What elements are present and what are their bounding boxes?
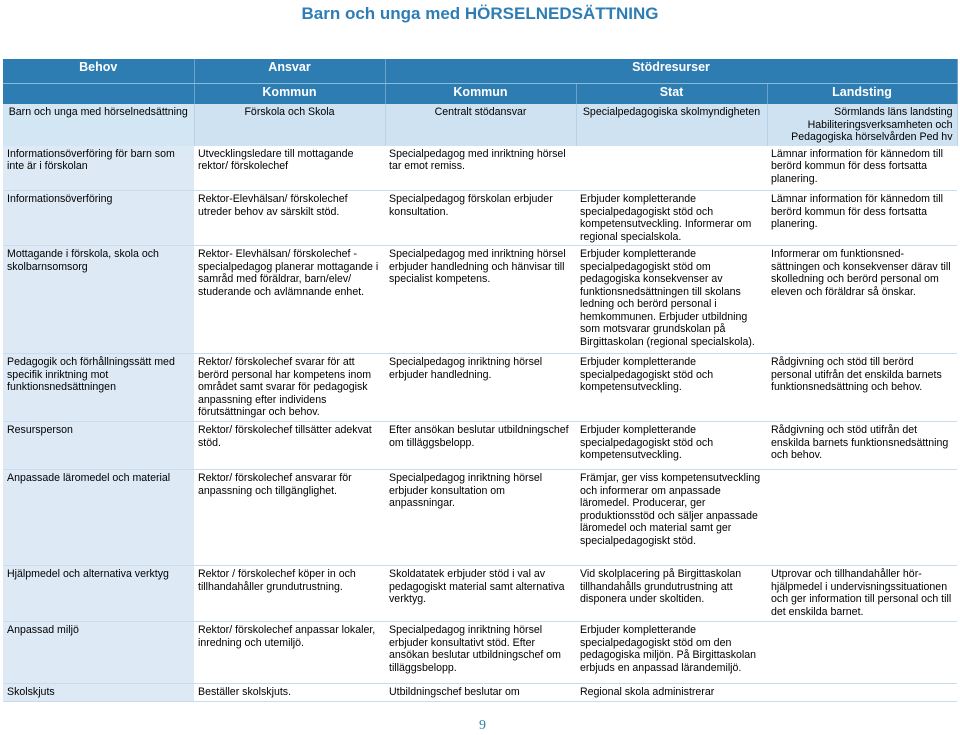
subheader-landsting: Sörmlands läns landsting Habiliteringsverksamheten och Pedagogiska hörselvården Ped hv — [767, 104, 957, 146]
subheader-forskola-skola: Förskola och Skola — [194, 104, 385, 146]
table-row — [3, 246, 957, 354]
row-school: Rektor/ förskolechef tillsätter adekvat stöd. — [194, 422, 385, 470]
table-row — [3, 354, 957, 422]
table-row — [3, 146, 957, 191]
row-state: Erbjuder kompletterande specialpedagogiskt stöd och kompetensutveckling. — [576, 422, 767, 470]
row-central: Specialpedagog med inriktning hörsel erbjuder handledning och hänvisar till specialist kompetens. — [385, 246, 576, 354]
row-county: Lämnar information för kännedom till berörd kommun för dess fortsatta planering. — [767, 146, 957, 191]
row-central: Specialpedagog förskolan erbjuder konsultation. — [385, 191, 576, 246]
header-row-3 — [3, 104, 957, 146]
row-need: Resursperson — [3, 422, 194, 470]
row-need: Hjälpmedel och alternativa verktyg — [3, 566, 194, 622]
table-row — [3, 622, 957, 684]
row-school: Beställer skolskjuts. — [194, 684, 385, 702]
row-county — [767, 684, 957, 702]
table-row — [3, 566, 957, 622]
header-kommun-2: Kommun — [385, 84, 576, 105]
table-row — [3, 191, 957, 246]
subheader-spsm: Specialpedagogiska skolmyndigheten — [576, 104, 767, 146]
row-need: Anpassad miljö — [3, 622, 194, 684]
table-row — [3, 684, 957, 702]
page-title: Barn och unga med HÖRSELNEDSÄTTNING — [301, 4, 659, 23]
row-state — [576, 146, 767, 191]
header-blank — [3, 84, 194, 105]
row-county: Utprovar och tillhandahåller hör- hjälpmedel i undervisningssituationen och ger information till personal och till det enskilda barnet. — [767, 566, 957, 622]
row-need: Informationsöverföring för barn som inte är i förskolan — [3, 146, 194, 191]
row-state: Erbjuder kompletterande specialpedagogiskt stöd om den pedagogiska miljön. På Birgittaskolan erbjuds en anpassad lärandemiljö. — [576, 622, 767, 684]
header-row-2 — [3, 84, 957, 105]
row-central: Skoldatatek erbjuder stöd i val av pedagogiskt material samt alternativa verktyg. — [385, 566, 576, 622]
row-central: Utbildningschef beslutar om — [385, 684, 576, 702]
row-school: Rektor/ förskolechef ansvarar för anpassning och tillgänglighet. — [194, 470, 385, 566]
header-kommun-1: Kommun — [194, 84, 385, 105]
row-state: Regional skola administrerar — [576, 684, 767, 702]
row-school: Rektor/ förskolechef svarar för att berörd personal har kompetens inom området samt svarar för pedagogisk anpassning efter individens förutsättningar och behov. — [194, 354, 385, 422]
header-behov: Behov — [3, 59, 194, 84]
page-number: 9 — [479, 718, 486, 733]
row-need: Mottagande i förskola, skola och skolbarnsomsorg — [3, 246, 194, 354]
row-need: Skolskjuts — [3, 684, 194, 702]
row-school: Rektor- Elevhälsan/ förskolechef - specialpedagog planerar mottagande i samråd med föräldrar, barn/elev/ studerande och avlämnande enhet. — [194, 246, 385, 354]
row-county: Rådgivning och stöd till berörd personal utifrån det enskilda barnets funktionsnedsättning och behov. — [767, 354, 957, 422]
row-county: Informerar om funktionsned- sättningen och konsekvenser därav till skolledning och berörd personal om eleven och föräldrar så önskar. — [767, 246, 957, 354]
row-state: Erbjuder kompletterande specialpedagogiskt stöd och kompetensutveckling. — [576, 354, 767, 422]
header-landsting: Landsting — [767, 84, 957, 105]
row-state: Vid skolplacering på Birgittaskolan tillhandahålls grundutrustning att disponera under skoltiden. — [576, 566, 767, 622]
header-row-1 — [3, 59, 957, 84]
row-central: Specialpedagog inriktning hörsel erbjuder konsultativt stöd. Efter ansökan beslutar utbildningschef om tilläggsbelopp. — [385, 622, 576, 684]
row-county: Rådgivning och stöd utifrån det enskilda barnets funktionsnedsättning och behov. — [767, 422, 957, 470]
subheader-target-group: Barn och unga med hörselnedsättning — [3, 104, 194, 146]
header-stodresurser: Stödresurser — [385, 59, 957, 84]
row-county: Lämnar information för kännedom till berörd kommun för dess fortsatta planering. — [767, 191, 957, 246]
header-stat: Stat — [576, 84, 767, 105]
table-row — [3, 470, 957, 566]
support-table — [3, 59, 958, 702]
row-need: Informationsöverföring — [3, 191, 194, 246]
table-row — [3, 422, 957, 470]
header-ansvar: Ansvar — [194, 59, 385, 84]
row-need: Pedagogik och förhållningssätt med specifik inriktning mot funktionsnedsättningen — [3, 354, 194, 422]
row-school: Utvecklingsledare till mottagande rektor/ förskolechef — [194, 146, 385, 191]
row-state: Erbjuder kompletterande specialpedagogiskt stöd om pedagogiska konsekvenser av funktionsnedsättningen till skolans ledning och berörd personal i hemkommunen. Erbjuder utbildning som motsvarar grundskolan på Birgittaskolan (regional specialskola). — [576, 246, 767, 354]
row-state: Erbjuder kompletterande specialpedagogiskt stöd och kompetensutveckling. Informerar om regional specialskola. — [576, 191, 767, 246]
row-central: Specialpedagog inriktning hörsel erbjuder konsultation om anpassningar. — [385, 470, 576, 566]
row-county — [767, 470, 957, 566]
row-county — [767, 622, 957, 684]
row-central: Efter ansökan beslutar utbildningschef om tilläggsbelopp. — [385, 422, 576, 470]
row-state: Främjar, ger viss kompetensutveckling och informerar om anpassade läromedel. Producerar, ger produktionsstöd och säljer anpassade läromedel och material samt ger specialpedagogiskt stöd. — [576, 470, 767, 566]
row-school: Rektor/ förskolechef anpassar lokaler, inredning och utemiljö. — [194, 622, 385, 684]
row-central: Specialpedagog med inriktning hörsel tar emot remiss. — [385, 146, 576, 191]
subheader-centralt-stodansvar: Centralt stödansvar — [385, 104, 576, 146]
row-school: Rektor-Elevhälsan/ förskolechef utreder behov av särskilt stöd. — [194, 191, 385, 246]
row-central: Specialpedagog inriktning hörsel erbjuder handledning. — [385, 354, 576, 422]
row-school: Rektor / förskolechef köper in och tillhandahåller grundutrustning. — [194, 566, 385, 622]
row-need: Anpassade läromedel och material — [3, 470, 194, 566]
